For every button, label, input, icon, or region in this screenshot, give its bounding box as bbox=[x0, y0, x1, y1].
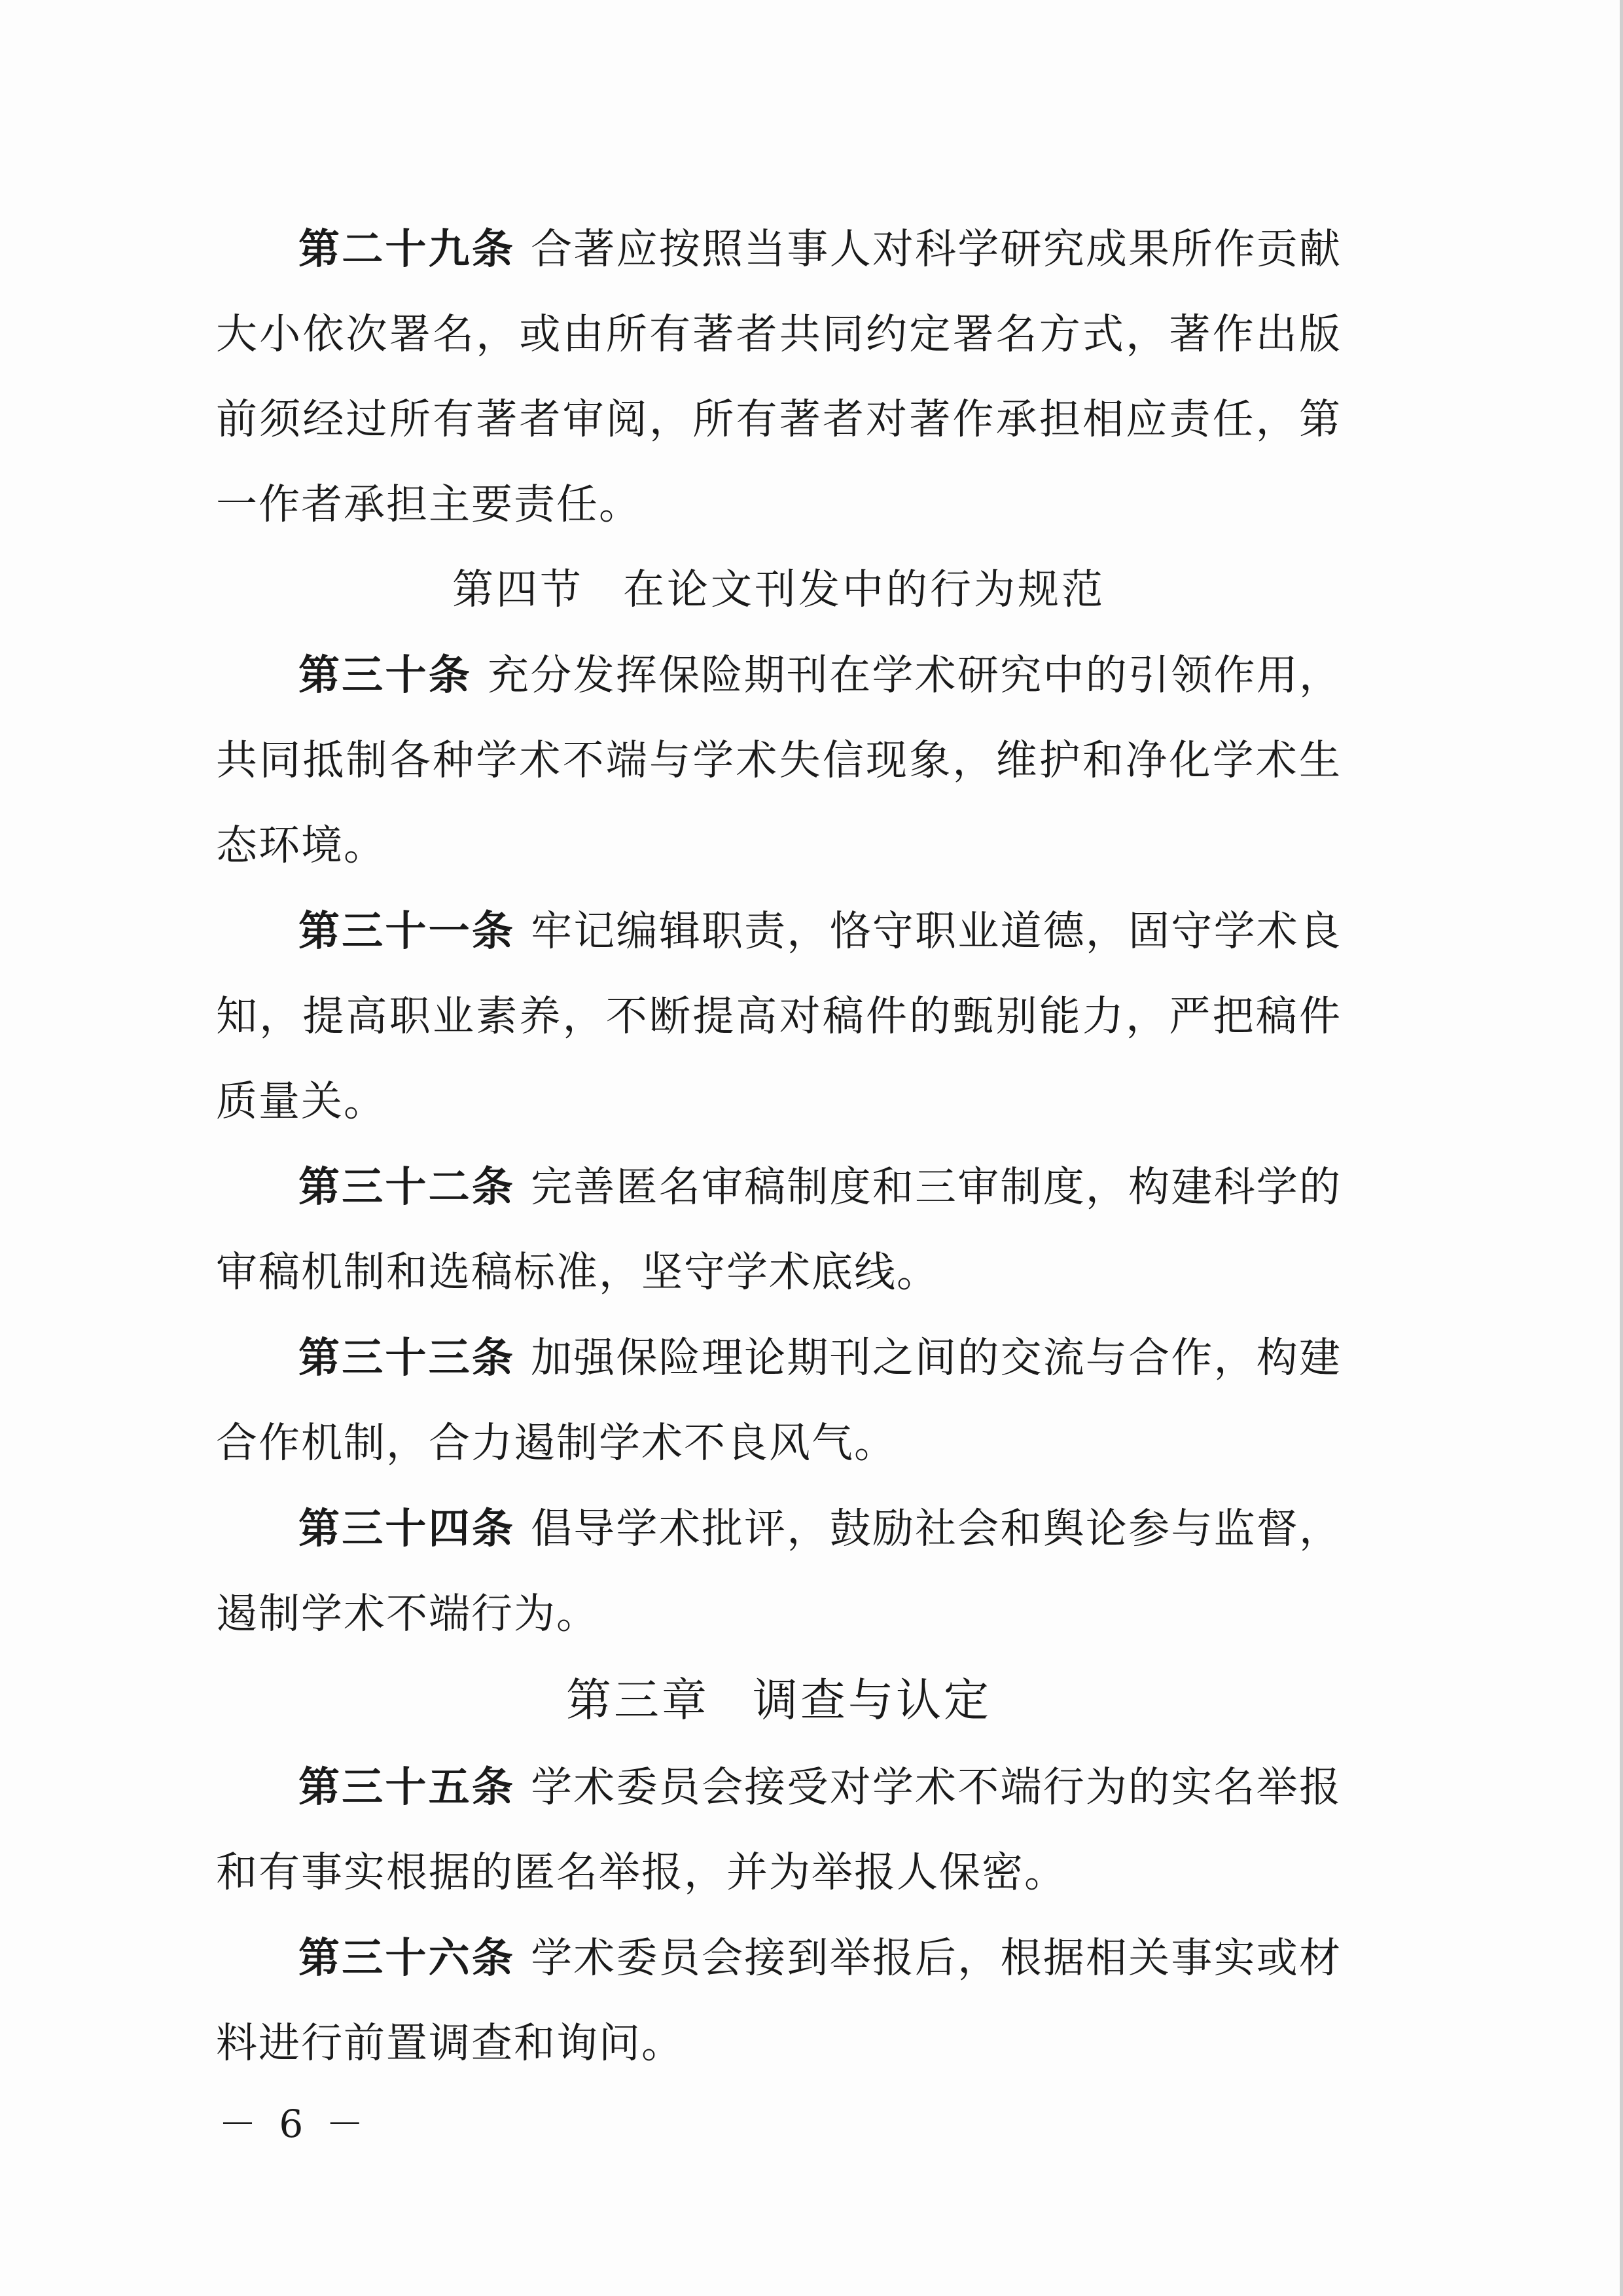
article-text: 完善匿名审稿制度和三审制度，构建科学的审稿机制和选稿标准，坚守学术底线。 bbox=[216, 1163, 1342, 1296]
article-text: 倡导学术批评，鼓励社会和舆论参与监督，遏制学术不端行为。 bbox=[216, 1505, 1342, 1638]
article-number: 第三十一条 bbox=[298, 906, 516, 955]
article-text: 合著应按照当事人对科学研究成果所作贡献大小依次署名，或由所有著者共同约定署名方式，著作出版前须经过所有著者审阅，所有著者对著作承担相应责任，第一作者承担主要责任。 bbox=[216, 225, 1342, 528]
article-number: 第三十二条 bbox=[298, 1162, 516, 1211]
article-36 bbox=[216, 1915, 1342, 2086]
article-text: 充分发挥保险期刊在学术研究中的引领作用，共同抵制各种学术不端与学术失信现象，维护和净化学术生态环境。 bbox=[216, 651, 1342, 869]
article-30 bbox=[216, 632, 1342, 888]
article-number: 第三十六条 bbox=[298, 1933, 516, 1982]
chapter-number: 第三章 bbox=[566, 1674, 709, 1727]
article-number: 第二十九条 bbox=[298, 224, 516, 273]
chapter-title: 调查与认定 bbox=[753, 1674, 991, 1727]
article-31 bbox=[216, 888, 1342, 1144]
document-body bbox=[216, 206, 1342, 2086]
article-35 bbox=[216, 1744, 1342, 1915]
article-number: 第三十五条 bbox=[298, 1763, 516, 1811]
article-34 bbox=[216, 1486, 1342, 1657]
scan-edge-line bbox=[1620, 0, 1623, 2296]
chapter-heading bbox=[216, 1657, 1342, 1744]
section-number: 第四节 bbox=[452, 565, 584, 613]
article-text: 牢记编辑职责，恪守职业道德，固守学术良知，提高职业素养，不断提高对稿件的甄别能力，严把稿件质量关。 bbox=[216, 907, 1342, 1125]
page-number: － 6 － bbox=[219, 2102, 369, 2146]
article-number: 第三十四条 bbox=[298, 1504, 516, 1552]
article-text: 加强保险理论期刊之间的交流与合作，构建合作机制，合力遏制学术不良风气。 bbox=[216, 1334, 1342, 1467]
article-33 bbox=[216, 1315, 1342, 1486]
section-heading bbox=[216, 547, 1342, 632]
article-text: 学术委员会接受对学术不端行为的实名举报和有事实根据的匿名举报，并为举报人保密。 bbox=[216, 1763, 1342, 1896]
article-number: 第三十三条 bbox=[298, 1333, 516, 1382]
section-title: 在论文刊发中的行为规范 bbox=[623, 565, 1105, 613]
article-number: 第三十条 bbox=[298, 651, 473, 699]
article-29 bbox=[216, 206, 1342, 547]
article-text: 学术委员会接到举报后，根据相关事实或材料进行前置调查和询问。 bbox=[216, 1934, 1342, 2067]
article-32 bbox=[216, 1144, 1342, 1315]
